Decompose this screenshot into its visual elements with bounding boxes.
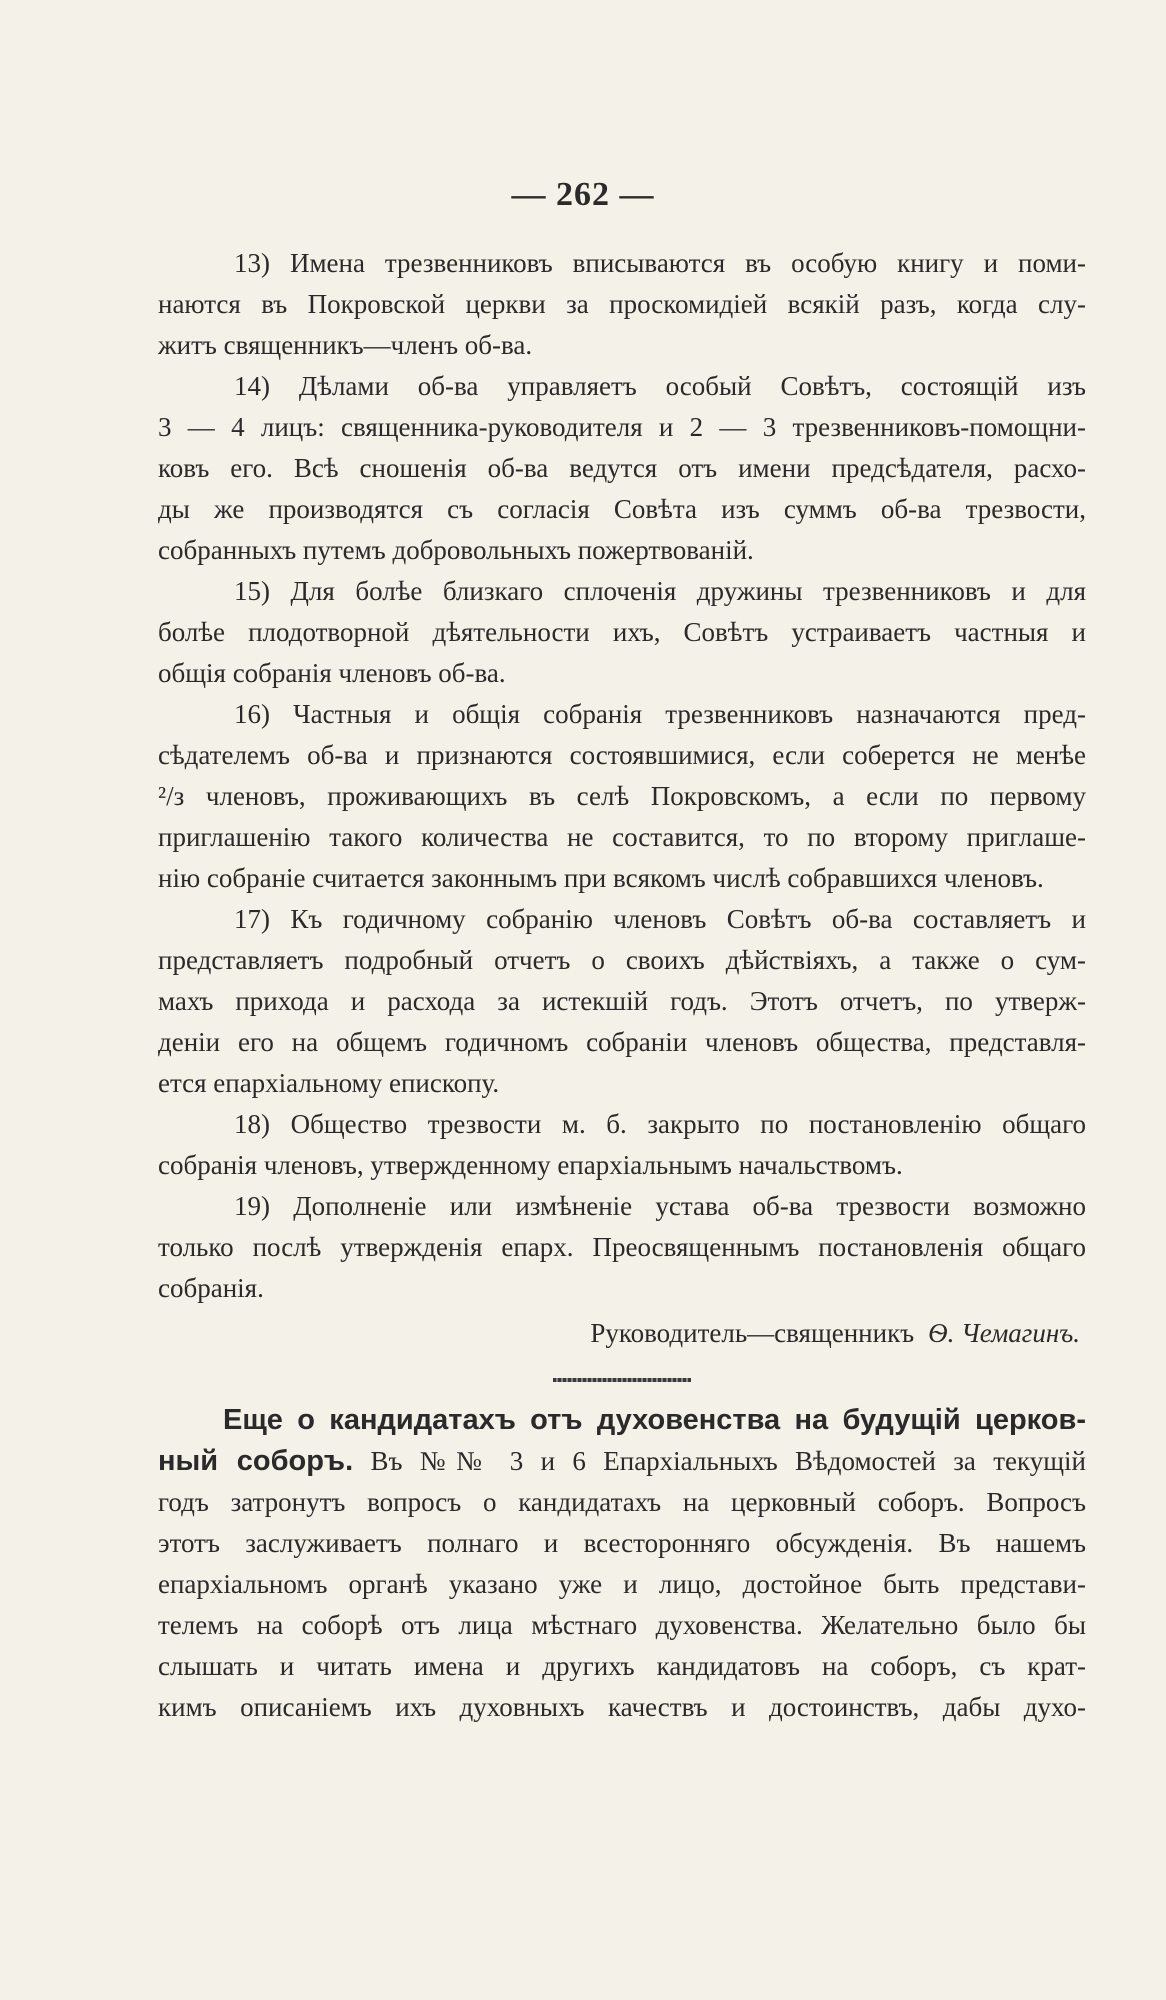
text-line: представляетъ подробный отчетъ о своихъ дѣйствiяхъ, а также о сум-	[158, 945, 1086, 975]
text-line: собранiя.	[158, 1273, 264, 1303]
article-line: слышать и читать имена и другихъ кандидатовъ на соборъ, съ крат-	[158, 1651, 1086, 1681]
text-line: только послѣ утвержденiя епарх. Преосвященнымъ постановленiя общаго	[158, 1232, 1086, 1262]
text-line: приглашенiю такого количества не составится, то по второму приглаше-	[158, 822, 1086, 852]
article	[158, 1400, 1086, 1728]
text-line: собранiя членовъ, утвержденному епархiальнымъ начальствомъ.	[158, 1150, 903, 1180]
paragraph	[158, 1104, 1086, 1186]
text-line: ковъ его. Всѣ сношенiя об-ва ведутся отъ имени предсѣдателя, расхо-	[158, 453, 1086, 483]
paragraph	[158, 694, 1086, 899]
article-headline: Еще о кандидатахъ отъ духовенства на будущiй церков-	[223, 1404, 1086, 1436]
rules-section	[158, 243, 1086, 1309]
article-line: телемъ на соборѣ отъ лица мѣстнаго духовенства. Желательно было бы	[158, 1610, 1086, 1640]
document-body	[158, 243, 1086, 1728]
paragraph	[158, 899, 1086, 1104]
signature-title: Руководитель—священникъ	[590, 1318, 915, 1348]
text-line: собранныхъ путемъ добровольныхъ пожертвованiй.	[158, 535, 754, 565]
article-line: кимъ описанiемъ ихъ духовныхъ качествъ и достоинствъ, дабы духо-	[158, 1692, 1086, 1722]
article-line	[158, 1441, 1086, 1482]
text-line: махъ прихода и расхода за истекшiй годъ. Этотъ отчетъ, по утверж-	[158, 986, 1086, 1016]
article-line: этотъ заслуживаетъ полнаго и всесторонняго обсужденiя. Въ нашемъ	[158, 1528, 1086, 1558]
paragraph	[158, 1186, 1086, 1309]
article-line-text: Въ №№ 3 и 6 Епархiальныхъ Вѣдомостей за текущiй	[370, 1446, 1086, 1476]
text-line: общiя собранiя членовъ об-ва.	[158, 658, 506, 688]
text-line: нiю собранiе считается законнымъ при всякомъ числѣ собравшихся членовъ.	[158, 863, 1044, 893]
article-line	[158, 1400, 1086, 1441]
text-line: 3 — 4 лицъ: священника-руководителя и 2 — 3 трезвенниковъ-помощни-	[158, 412, 1086, 442]
text-line: 14) Дѣлами об-ва управляетъ особый Совѣтъ, состоящiй изъ	[234, 371, 1086, 401]
text-line: сѣдателемъ об-ва и признаются состоявшимися, если соберется не менѣе	[158, 740, 1086, 770]
text-line: 18) Общество трезвости м. б. закрыто по постановленiю общаго	[234, 1109, 1086, 1139]
page-number: — 262 —	[511, 176, 655, 213]
article-headline-end: ный соборъ.	[158, 1445, 354, 1477]
paragraph	[158, 571, 1086, 694]
text-line: 13) Имена трезвенниковъ вписываются въ особую книгу и поми-	[234, 248, 1086, 278]
text-line: ды же производятся съ согласiя Совѣта изъ суммъ об-ва трезвости,	[158, 494, 1086, 524]
paragraph	[158, 366, 1086, 571]
article-line: годъ затронутъ вопросъ о кандидатахъ на церковный соборъ. Вопросъ	[158, 1487, 1086, 1517]
text-line: 15) Для болѣе близкаго сплоченiя дружины трезвенниковъ и для	[234, 576, 1086, 606]
text-line: ²/з членовъ, проживающихъ въ селѣ Покровскомъ, а если по первому	[158, 781, 1086, 811]
article-line: епархiальномъ органѣ указано уже и лицо, достойное быть представи-	[158, 1569, 1086, 1599]
article-lines	[158, 1482, 1086, 1728]
text-line: житъ священникъ—членъ об-ва.	[158, 330, 533, 360]
text-line: 17) Къ годичному собранiю членовъ Совѣтъ об-ва составляетъ и	[234, 904, 1086, 934]
signature-name: Ѳ. Чемагинъ.	[928, 1318, 1080, 1348]
section-divider	[553, 1378, 691, 1382]
text-line: 16) Частныя и общiя собранiя трезвенниковъ назначаются пред-	[234, 699, 1086, 729]
signature	[158, 1311, 1086, 1355]
text-line: наются въ Покровской церкви за проскомидiей всякiй разъ, когда слу-	[158, 289, 1086, 319]
text-line: ется епархiальному епископу.	[158, 1068, 500, 1098]
text-line: болѣе плодотворной дѣятельности ихъ, Совѣтъ устраиваетъ частныя и	[158, 617, 1086, 647]
text-line: денiи его на общемъ годичномъ собранiи членовъ общества, представля-	[158, 1027, 1086, 1057]
text-line: 19) Дополненiе или измѣненiе устава об-ва трезвости возможно	[234, 1191, 1086, 1221]
paragraph	[158, 243, 1086, 366]
